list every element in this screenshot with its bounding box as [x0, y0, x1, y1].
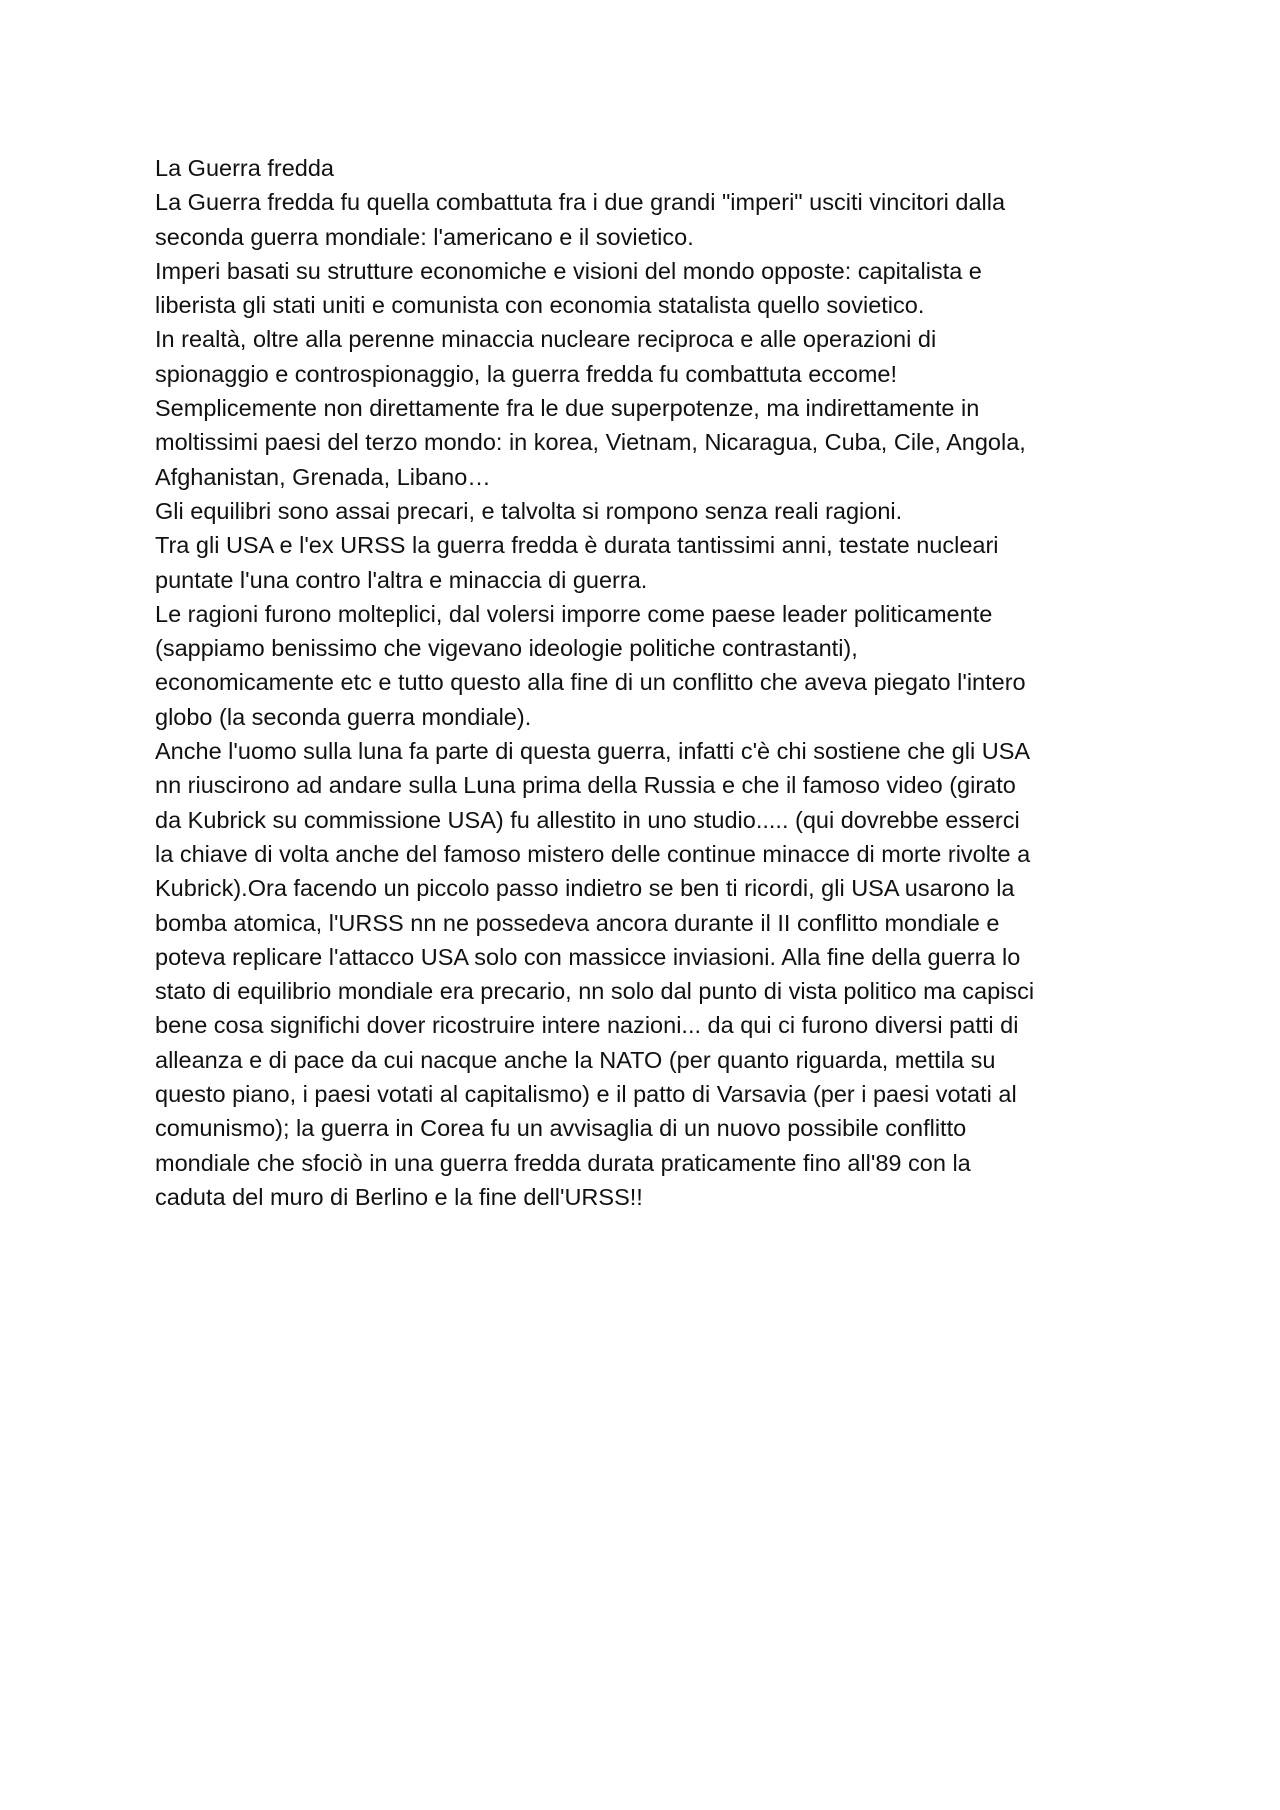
- text-line: questo piano, i paesi votati al capitalismo) e il patto di Varsavia (per i paesi votati al: [155, 1081, 1017, 1108]
- text-line: spionaggio e controspionaggio, la guerra fredda fu combattuta eccome!: [155, 360, 898, 387]
- text-line: bomba atomica, l'URSS nn ne possedeva ancora durante il II conflitto mondiale e: [155, 909, 1000, 936]
- text-line: Anche l'uomo sulla luna fa parte di questa guerra, infatti c'è chi sostiene che gli USA: [155, 738, 1031, 765]
- text-line: nn riuscirono ad andare sulla Luna prima della Russia e che il famoso video (girato: [155, 772, 1016, 799]
- text-line: globo (la seconda guerra mondiale).: [155, 703, 532, 730]
- text-line: bene cosa significhi dover ricostruire intere nazioni... da qui ci furono diversi patti di: [155, 1012, 1019, 1039]
- text-line: caduta del muro di Berlino e la fine dell'URSS!!: [155, 1183, 643, 1210]
- text-line: da Kubrick su commissione USA) fu allestito in uno studio..... (qui dovrebbe esserci: [155, 806, 1020, 833]
- text-line: poteva replicare l'attacco USA solo con massicce inviasioni. Alla fine della guerra lo: [155, 943, 1021, 970]
- text-line: Afghanistan, Grenada, Libano…: [155, 463, 491, 490]
- text-line: seconda guerra mondiale: l'americano e il sovietico.: [155, 223, 694, 250]
- text-line: Tra gli USA e l'ex URSS la guerra fredda è durata tantissimi anni, testate nucleari: [155, 532, 999, 559]
- text-line: Le ragioni furono molteplici, dal volersi imporre come paese leader politicamente: [155, 600, 993, 627]
- text-line: Semplicemente non direttamente fra le due superpotenze, ma indirettamente in: [155, 395, 980, 422]
- text-line: In realtà, oltre alla perenne minaccia nucleare reciproca e alle operazioni di: [155, 326, 937, 353]
- text-line: mondiale che sfociò in una guerra fredda durata praticamente fino all'89 con la: [155, 1149, 971, 1176]
- text-line: La Guerra fredda fu quella combattuta fra i due grandi "imperi" usciti vincitori dalla: [155, 189, 1006, 216]
- document-body: [155, 151, 1145, 1214]
- text-line: Kubrick).Ora facendo un piccolo passo indietro se ben ti ricordi, gli USA usarono la: [155, 875, 1015, 902]
- text-line: liberista gli stati uniti e comunista con economia statalista quello sovietico.: [155, 292, 925, 319]
- text-line: (sappiamo benissimo che vigevano ideologie politiche contrastanti),: [155, 635, 858, 662]
- text-line: la chiave di volta anche del famoso mistero delle continue minacce di morte rivolte a: [155, 840, 1031, 867]
- text-line: Gli equilibri sono assai precari, e talvolta si rompono senza reali ragioni.: [155, 497, 903, 524]
- text-line: alleanza e di pace da cui nacque anche la NATO (per quanto riguarda, mettila su: [155, 1046, 996, 1073]
- text-line: comunismo); la guerra in Corea fu un avvisaglia di un nuovo possibile conflitto: [155, 1115, 967, 1142]
- text-line: puntate l'una contro l'altra e minaccia di guerra.: [155, 566, 648, 593]
- text-line: moltissimi paesi del terzo mondo: in korea, Vietnam, Nicaragua, Cuba, Cile, Angola,: [155, 429, 1026, 456]
- text-line: economicamente etc e tutto questo alla fine di un conflitto che aveva piegato l'intero: [155, 669, 1026, 696]
- text-line: stato di equilibrio mondiale era precario, nn solo dal punto di vista politico ma capisci: [155, 978, 1035, 1005]
- document-title: La Guerra fredda: [155, 155, 334, 181]
- text-line: Imperi basati su strutture economiche e visioni del mondo opposte: capitalista e: [155, 257, 982, 284]
